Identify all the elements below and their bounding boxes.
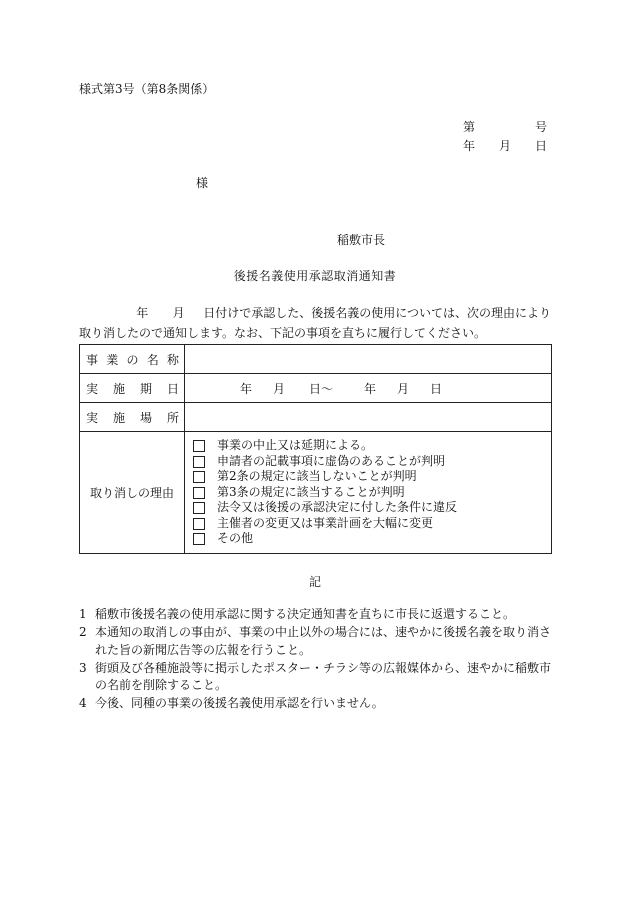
value-reasons (185, 432, 552, 554)
label-char: 施 (112, 410, 125, 425)
note-item (79, 695, 553, 713)
intro-line1: 日付けで承認した、後援名義の使用については、次の理由により (203, 306, 551, 320)
note-item (79, 606, 553, 624)
reason-text: 申請者の記載事項に虚偽のあることが判明 (217, 453, 446, 468)
reason-item[interactable] (193, 531, 551, 547)
reason-item[interactable] (193, 500, 551, 516)
period-day-start: 日〜 (309, 381, 334, 396)
doc-date-year: 年 (463, 139, 476, 153)
period-month-start: 月 (273, 381, 286, 396)
label-char: 実 (86, 410, 99, 425)
intro-year: 年 (136, 306, 149, 320)
row-reasons (80, 432, 552, 554)
note-item (79, 624, 553, 659)
note-item (79, 660, 553, 695)
checkbox[interactable] (193, 456, 205, 468)
value-event-name (185, 345, 552, 374)
reasons-list (185, 434, 551, 551)
label-char: 日 (166, 381, 179, 396)
label-period (80, 374, 185, 403)
label-char: 実 (86, 381, 99, 396)
note-number: 1 (79, 607, 87, 621)
checkbox[interactable] (193, 518, 205, 530)
period-day-end: 日 (430, 381, 443, 396)
note-number: 2 (79, 625, 87, 639)
note-text: 街頭及び各種施設等に掲示したポスター・チラシ等の広報媒体から、速やかに稲敷市の名前を削除すること。 (95, 660, 552, 692)
label-char: の (126, 352, 139, 367)
label-char: 場 (139, 410, 152, 425)
reason-item[interactable] (193, 454, 551, 470)
document-date (463, 137, 547, 154)
reason-item[interactable] (193, 485, 551, 501)
reason-item[interactable] (193, 469, 551, 485)
doc-number-prefix: 第 (463, 120, 476, 134)
intro-paragraph (79, 303, 551, 343)
reason-text: 法令又は後援の承認決定に付した条件に違反 (217, 500, 458, 515)
document-title: 後援名義使用承認取消通知書 (233, 269, 397, 283)
doc-date-month: 月 (498, 139, 511, 153)
reason-text: その他 (217, 531, 254, 546)
note-text: 稲敷市後援名義の使用承認に関する決定通知書を直ちに市長に返還すること。 (95, 607, 516, 621)
label-event-name (80, 345, 185, 374)
note-number: 3 (79, 660, 87, 675)
label-reasons (80, 432, 185, 554)
period-year-end: 年 (364, 381, 377, 396)
value-period (185, 374, 552, 403)
row-venue (80, 403, 552, 432)
info-table (79, 344, 552, 554)
label-venue (80, 403, 185, 432)
doc-number-suffix: 号 (534, 120, 547, 134)
ki-heading: 記 (308, 575, 321, 589)
row-event-name (80, 345, 552, 374)
note-text: 今後、同種の事業の後援名義使用承認を行いません。 (95, 696, 384, 710)
checkbox[interactable] (193, 533, 205, 545)
intro-month: 月 (172, 306, 185, 320)
doc-date-day: 日 (534, 139, 547, 153)
reasons-label-text: 取り消しの理由 (89, 486, 174, 500)
checkbox[interactable] (193, 471, 205, 483)
reason-text: 第2条の規定に該当しないことが判明 (217, 469, 417, 484)
label-char: 名 (146, 352, 159, 367)
label-char: 所 (166, 410, 179, 425)
intro-line2: 取り消したので通知します。なお、下記の事項を直ちに履行してください。 (79, 326, 487, 340)
label-char: 事 (86, 352, 99, 367)
form-number: 様式第3号（第8条関係） (79, 82, 215, 96)
label-char: 期 (139, 381, 152, 396)
label-char: 施 (112, 381, 125, 396)
reason-text: 事業の中止又は延期による。 (217, 438, 374, 453)
checkbox[interactable] (193, 502, 205, 514)
notes-list (79, 606, 553, 713)
note-number: 4 (79, 696, 87, 710)
reason-item[interactable] (193, 516, 551, 532)
addressee: 様 (196, 176, 209, 190)
period-month-end: 月 (397, 381, 410, 396)
label-char: 業 (106, 352, 119, 367)
issuer: 稲敷市長 (337, 233, 386, 247)
checkbox[interactable] (193, 440, 205, 452)
reason-text: 第3条の規定に該当することが判明 (217, 484, 405, 499)
row-period (80, 374, 552, 403)
value-venue (185, 403, 552, 432)
note-text: 本通知の取消しの事由が、事業の中止以外の場合には、速やかに後援名義を取り消された旨の新聞広告等の広報を行うこと。 (95, 625, 552, 657)
label-char: 称 (166, 352, 179, 367)
reason-item[interactable] (193, 438, 551, 454)
checkbox[interactable] (193, 487, 205, 499)
period-year-start: 年 (240, 381, 253, 396)
reason-text: 主催者の変更又は事業計画を大幅に変更 (217, 515, 434, 530)
document-number (463, 118, 547, 135)
